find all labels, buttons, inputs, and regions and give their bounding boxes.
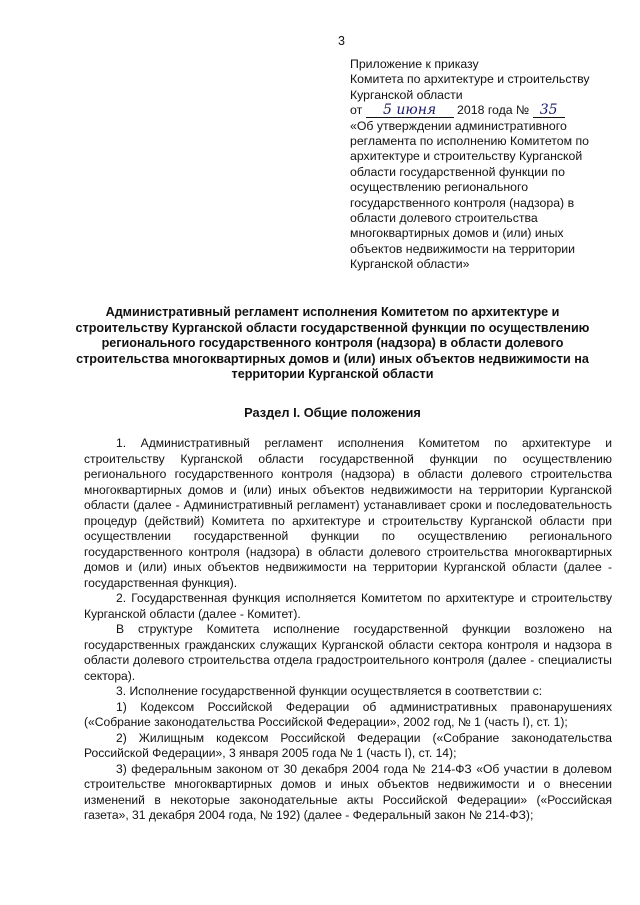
appendix-subject-5: осуществлению регионального (350, 180, 529, 195)
appendix-line-1: Приложение к приказу (350, 57, 479, 71)
year-label: 2018 года № (457, 103, 530, 118)
appendix-date-line (350, 103, 608, 118)
appendix-subject-9: объектов недвижимости на территории (350, 241, 576, 256)
section-heading: Раздел I. Общие положения (244, 405, 421, 420)
paragraph: 3) федеральным законом от 30 декабря 2004 года № 214-ФЗ «Об участии в долевом строительстве многоквартирных домов и иных объектов недвижимости и о внесении изменений в некоторые законодательные акты Российской Федерации» («Российская газета», 31 декабря 2004 года, № 192) (далее - Федеральный закон № 214-ФЗ); (84, 761, 612, 822)
handwritten-date: 5 июня (366, 103, 454, 118)
appendix-line-2: Комитета по архитектуре и строительству (350, 72, 590, 87)
appendix-subject-7: области долевого строительства (350, 211, 538, 226)
paragraph: 1) Кодексом Российской Федерации об административных правонарушениях («Собрание законодательства Российской Федерации», 2002 год, № 1 (часть I), ст. 1); (84, 699, 612, 729)
appendix-subject-2: регламента по исполнению Комитетом по (350, 134, 589, 149)
paragraph: В структуре Комитета исполнение государственной функции возложено на государственных гражданских служащих Курганской области сектора контроля и надзора в области долевого строительства отдела градостроительного контроля (далее - специалисты сектора). (84, 622, 612, 683)
page-number: 3 (338, 34, 345, 48)
appendix-subject-3: архитектуре и строительству Курганской (350, 149, 583, 164)
document-title: Административный регламент исполнения Комитетом по архитектуре и строительству Курганской области государственной функции по осуществлению регионального государственного контроля (надзора) в области долевого строительства многоквартирных домов и (или) иных объектов недвижимости на территории Курганской области (75, 305, 590, 381)
paragraph: 3. Исполнение государственной функции осуществляется в соответствии с: (116, 684, 543, 698)
paragraph: 2. Государственная функция исполняется Комитетом по архитектуре и строительству Курганской области (далее - Комитет). (84, 591, 612, 621)
appendix-line-3: Курганской области (350, 87, 463, 102)
appendix-subject-8: многоквартирных домов и (или) иных (350, 226, 564, 241)
appendix-subject-1: «Об утверждении административного (350, 118, 567, 133)
document-body (84, 436, 612, 824)
paragraph: 2) Жилищным кодексом Российской Федерации («Собрание законодательства Российской Федерации», 3 января 2005 года № 1 (часть I), ст. 14); (84, 730, 612, 760)
appendix-block (350, 57, 608, 273)
appendix-subject-4: области государственной функции по (350, 164, 565, 179)
appendix-subject-10: Курганской области» (350, 257, 470, 272)
from-label: от (350, 103, 363, 118)
appendix-subject-6: государственного контроля (надзора) в (350, 195, 575, 210)
paragraph: 1. Административный регламент исполнения Комитетом по архитектуре и строительству Курганской области государственной функции по осуществлению регионального государственного контроля (надзора) в области долевого строительства многоквартирных домов и (или) иных объектов недвижимости на территории Курганской области (далее - Административный регламент) устанавливает сроки и последовательность процедур (действий) Комитета по архитектуре и строительству Курганской области при осуществлении государственной функции по осуществлению регионального государственного контроля (надзора) в области долевого строительства многоквартирных домов и (или) иных объектов недвижимости на территории Курганской области (далее - государственная функция). (84, 436, 612, 590)
handwritten-number: 35 (533, 103, 565, 118)
